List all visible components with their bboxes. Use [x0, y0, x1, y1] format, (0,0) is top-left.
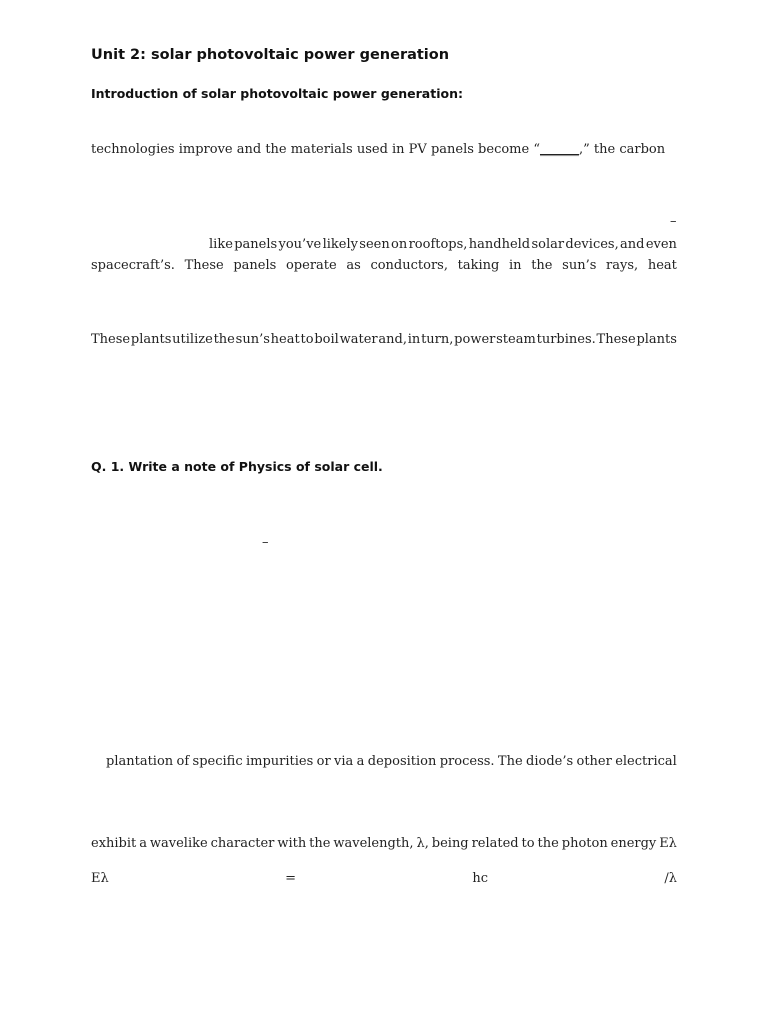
word: with [277, 836, 307, 851]
word: the [531, 258, 553, 273]
word: like [209, 237, 233, 252]
word: character [210, 836, 275, 851]
word: even [645, 237, 677, 252]
word: rooftops, [408, 237, 468, 252]
formula-line [91, 870, 677, 888]
word: electrical [615, 754, 677, 769]
word: Eλ [659, 836, 677, 851]
word: being [431, 836, 469, 851]
word: a [356, 754, 365, 769]
word: turn, [421, 332, 454, 347]
paragraph-line-1 [91, 141, 677, 159]
paragraph-text: ,” the carbon [578, 142, 666, 157]
word: energy [610, 836, 657, 851]
word: to [300, 332, 314, 347]
word: deposition [367, 754, 437, 769]
word: the [309, 836, 331, 851]
word: related [471, 836, 519, 851]
word: via [334, 754, 354, 769]
word: in [407, 332, 421, 347]
word: you’ve [278, 237, 322, 252]
word: boil [314, 332, 339, 347]
word: plantation [106, 754, 174, 769]
word: heat [647, 258, 677, 273]
word: turbines. [536, 332, 596, 347]
word: solar [531, 237, 565, 252]
word: to [521, 836, 535, 851]
word: a [139, 836, 147, 851]
word: of [176, 754, 190, 769]
fill-in-blank: ______ [539, 142, 579, 157]
paragraph-line-6 [91, 835, 677, 853]
question-heading: Q. 1. Write a note of Physics of solar cell. [91, 459, 383, 474]
word: heat [270, 332, 300, 347]
word: specific [192, 754, 243, 769]
word: or [316, 754, 331, 769]
word: wavelength, [333, 836, 414, 851]
word: plants [130, 332, 172, 347]
dash-mark: – [670, 214, 677, 229]
word: λ, [416, 836, 429, 851]
paragraph-line-2 [209, 236, 677, 254]
word: other [576, 754, 612, 769]
word: taking [457, 258, 500, 273]
word: devices, [565, 237, 619, 252]
word: photon [561, 836, 608, 851]
unit-title: Unit 2: solar photovoltaic power generation [91, 47, 450, 63]
word: the [537, 836, 559, 851]
word: The [497, 754, 523, 769]
word: seen [359, 237, 390, 252]
word: panels [233, 258, 277, 273]
word: the [213, 332, 235, 347]
word: conductors, [370, 258, 448, 273]
word: exhibit [91, 836, 137, 851]
word: power [454, 332, 496, 347]
word: Eλ [91, 871, 109, 886]
paragraph-line-5 [106, 753, 677, 771]
word: sun’s [235, 332, 270, 347]
word: /λ [664, 871, 677, 886]
word: sun’s [562, 258, 597, 273]
word: These [184, 258, 224, 273]
word: and [620, 237, 645, 252]
word: in [509, 258, 522, 273]
paragraph-line-4 [91, 331, 677, 349]
word: operate [285, 258, 337, 273]
word: rays, [606, 258, 639, 273]
word: These [596, 332, 636, 347]
word: utilize [172, 332, 213, 347]
word: as [346, 258, 361, 273]
word: likely [322, 237, 358, 252]
paragraph-text: technologies improve and the materials used in PV panels become “ [91, 142, 540, 157]
word: water [339, 332, 378, 347]
word: impurities [245, 754, 314, 769]
paragraph-line-3 [91, 257, 677, 275]
intro-heading: Introduction of solar photovoltaic power generation: [91, 86, 463, 101]
dash-mark: – [262, 535, 269, 550]
word: These [91, 332, 131, 347]
word: handheld [468, 237, 531, 252]
word: plants [636, 332, 677, 347]
word: panels [234, 237, 278, 252]
word: process. [439, 754, 495, 769]
word: diode’s [526, 754, 574, 769]
word: steam [496, 332, 536, 347]
word: and, [378, 332, 407, 347]
word: wavelike [149, 836, 208, 851]
word: = [285, 871, 296, 886]
word: hc [472, 871, 489, 886]
word: on [391, 237, 408, 252]
word: spacecraft’s. [91, 258, 175, 273]
